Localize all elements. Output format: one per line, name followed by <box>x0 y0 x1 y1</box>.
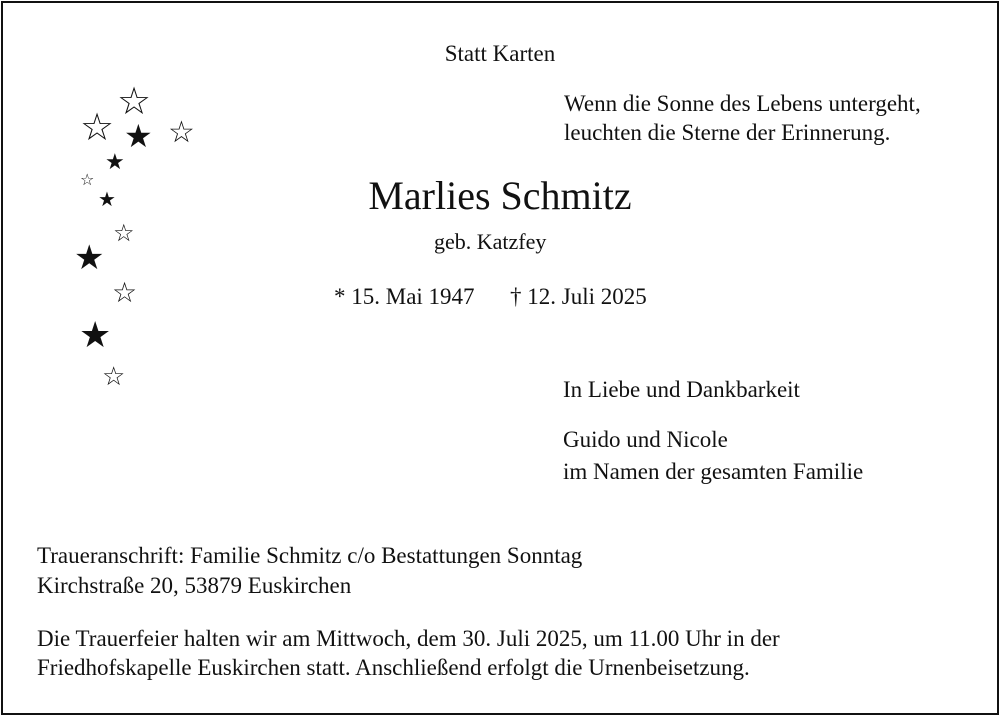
quote-line-2: leuchten die Sterne der Erinnerung. <box>564 120 891 145</box>
signatories: Guido und Nicole <box>563 427 728 452</box>
outline-star-icon: ☆ <box>113 219 135 247</box>
outline-star-icon: ☆ <box>80 105 115 149</box>
outline-star-icon: ☆ <box>102 362 126 392</box>
quote-line-1: Wenn die Sonne des Lebens untergeht, <box>564 91 921 116</box>
death-date: † 12. Juli 2025 <box>510 284 647 309</box>
deceased-name: Marlies Schmitz <box>368 173 632 218</box>
star-decoration <box>60 76 210 396</box>
outline-star-icon: ☆ <box>117 79 152 123</box>
outline-star-icon: ☆ <box>80 170 95 189</box>
header-text: Statt Karten <box>444 41 556 66</box>
outline-star-icon: ☆ <box>168 115 195 150</box>
maiden-name: geb. Katzfey <box>434 229 547 254</box>
filled-star-icon: ★ <box>98 187 116 211</box>
ceremony-info-line-2: Friedhofskapelle Euskirchen statt. Anschließend erfolgt die Urnenbeisetzung. <box>37 655 750 680</box>
mourning-address-line-2: Kirchstraße 20, 53879 Euskirchen <box>37 573 352 598</box>
filled-star-icon: ★ <box>79 315 112 356</box>
ceremony-info-line-1: Die Trauerfeier halten wir am Mittwoch, dem 30. Juli 2025, um 11.00 Uhr in der <box>37 626 780 651</box>
outline-star-icon: ☆ <box>112 276 138 309</box>
mourning-address-line-1: Traueranschrift: Familie Schmitz c/o Bestattungen Sonntag <box>37 543 583 568</box>
filled-star-icon: ★ <box>74 238 105 278</box>
filled-star-icon: ★ <box>124 117 153 155</box>
filled-star-icon: ★ <box>105 150 125 175</box>
closing-phrase: In Liebe und Dankbarkeit <box>563 377 800 402</box>
signatories-note: im Namen der gesamten Familie <box>563 459 864 484</box>
birth-date: * 15. Mai 1947 <box>334 284 475 309</box>
